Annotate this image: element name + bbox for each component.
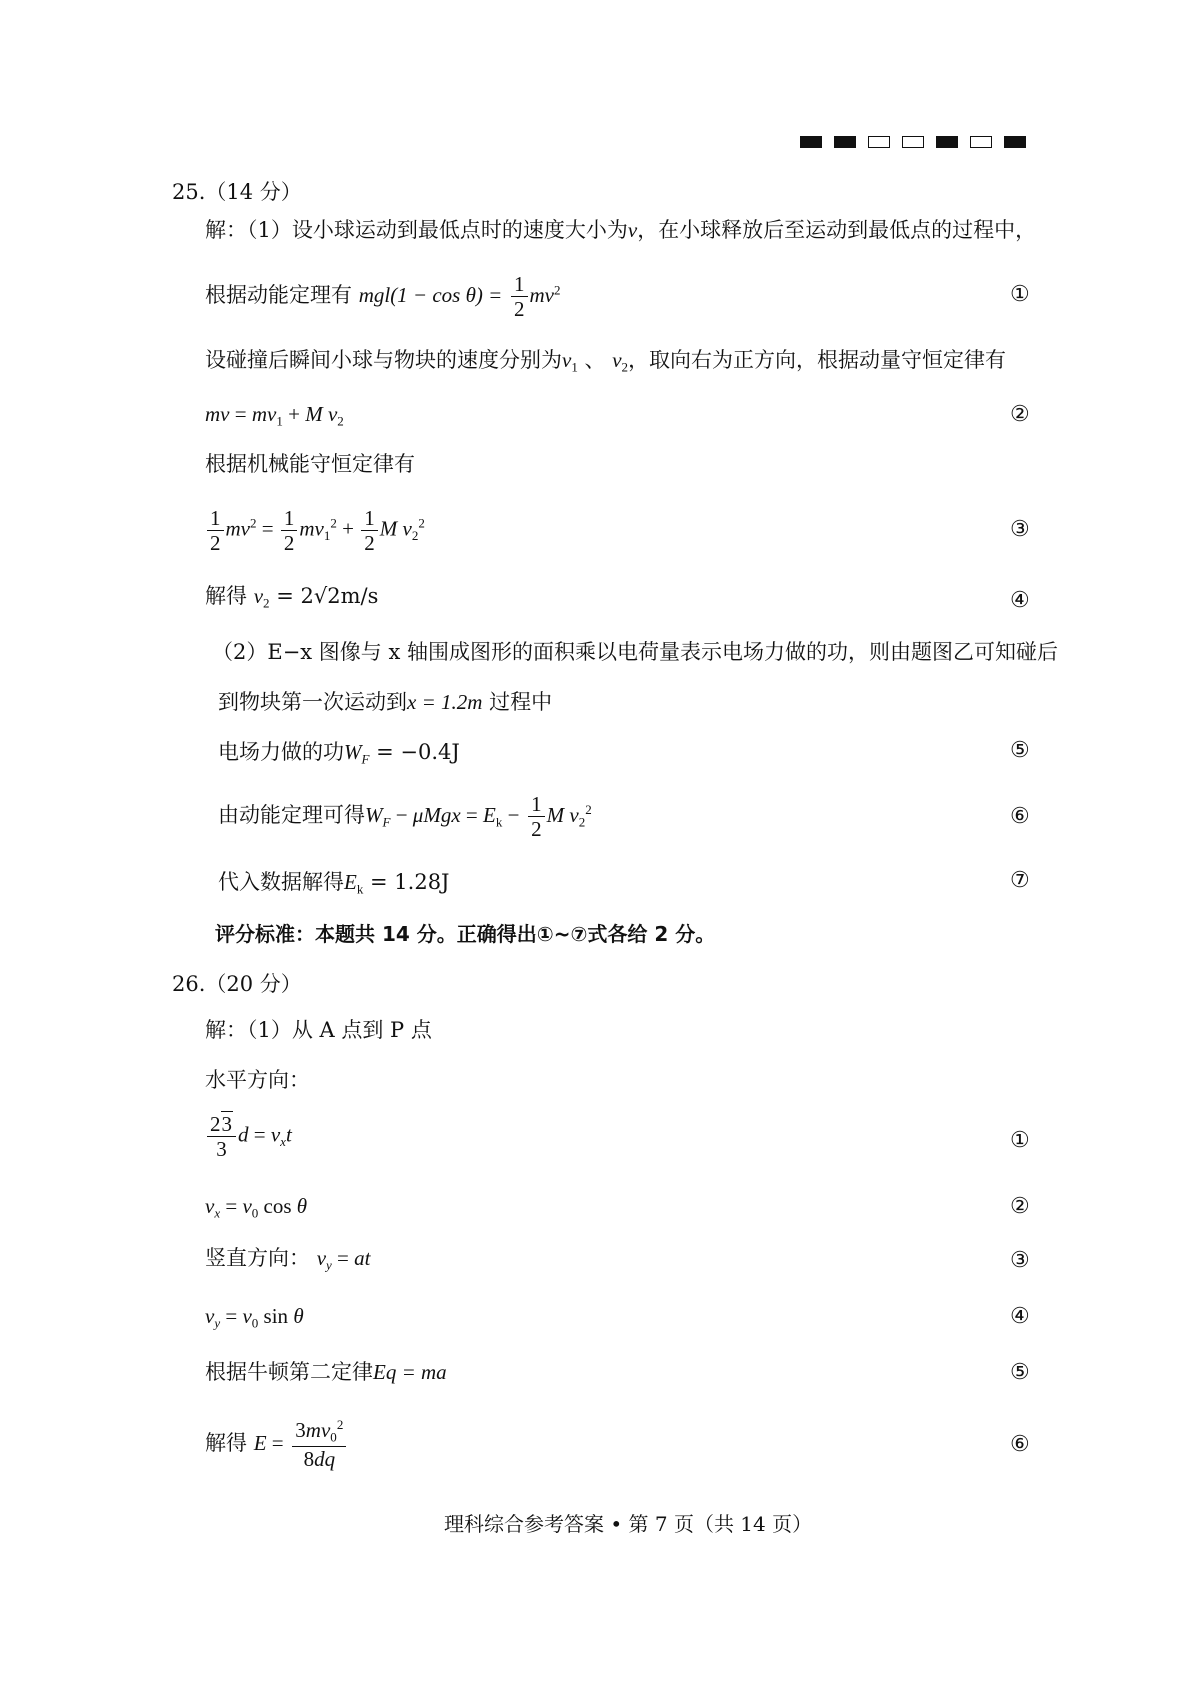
page-footer: 理科综合参考答案 • 第 7 页（共 14 页） bbox=[444, 1512, 813, 1536]
q25-eq1-lhs: mgl(1 − cos θ) = bbox=[358, 283, 503, 308]
eq-number-3: ③ bbox=[1010, 517, 1030, 542]
q26-eq-number-6: ⑥ bbox=[1010, 1432, 1030, 1457]
eq-number-4: ④ bbox=[1010, 588, 1030, 613]
q26-intro: 解：（1）从 A 点到 P 点 bbox=[205, 1018, 432, 1042]
q26-eq1: $\frac{23}{3}$ $d = v_xt$ bbox=[205, 1112, 292, 1161]
q25-intro-tail: ，在小球释放后至运动到最低点的过程中， bbox=[637, 218, 1037, 242]
q25-part2-line2: 到物块第一次运动到x = 1.2m 过程中 bbox=[218, 690, 553, 714]
q25-eq5: 电场力做的功$W_F = -0.4J$ bbox=[218, 740, 460, 767]
q26-eq6: 解得 E = $\frac{3mv_0^2}{8dq}$ bbox=[205, 1418, 348, 1471]
q26-eq5: 根据牛顿第二定律Eq = ma bbox=[205, 1360, 447, 1384]
q26-eq4: $v_y = v_0$ sin θ bbox=[205, 1304, 304, 1331]
q26-eq-number-5: ⑤ bbox=[1010, 1360, 1030, 1385]
q25-line2: 设碰撞后瞬间小球与物块的速度分别为$v_1$ 、 $v_2$，取向右为正方向，根据动量守恒定律有 bbox=[205, 348, 1007, 375]
q25-line2-tail: ，取向右为正方向，根据动量守恒定律有 bbox=[628, 348, 1007, 372]
registration-mark bbox=[1004, 136, 1026, 148]
registration-mark bbox=[936, 136, 958, 148]
eq-number-1: ① bbox=[1010, 282, 1030, 307]
registration-marks bbox=[800, 136, 1026, 148]
q25-scoring: 评分标准：本题共 14 分。正确得出①~⑦式各给 2 分。 bbox=[215, 922, 716, 946]
eq-number-7: ⑦ bbox=[1010, 868, 1030, 893]
registration-mark bbox=[800, 136, 822, 148]
q25-intro bbox=[205, 218, 1036, 243]
q26-eq-number-4: ④ bbox=[1010, 1304, 1030, 1329]
question-26-header: 26.（20 分） bbox=[172, 972, 302, 996]
registration-mark bbox=[970, 136, 992, 148]
q25-eq6: 由动能定理可得$W_F - \mu Mgx = E_k$ − $\frac{1}{2}$ M $v_2^2$ bbox=[218, 792, 592, 842]
q26-eq-number-2: ② bbox=[1010, 1194, 1030, 1219]
q26-horizontal: 水平方向： bbox=[205, 1068, 310, 1092]
eq-number-2: ② bbox=[1010, 402, 1030, 427]
q26-eq-number-3: ③ bbox=[1010, 1248, 1030, 1273]
q26-eq2: $v_x = v_0$ cos θ bbox=[205, 1194, 308, 1221]
q25-eq1-rhs: mv bbox=[529, 283, 555, 308]
q25-line4: 解得 $v_2 = 2√2m/s$ bbox=[205, 584, 379, 611]
q25-eq1-text: 根据动能定理有 bbox=[205, 283, 352, 308]
q25-intro-var: v bbox=[627, 218, 638, 242]
q25-eq3: $\frac{1}{2}$ $mv^2$ = $\frac{1}{2}$ $mv_1^2$ + $\frac{1}{2}$ M $v_2^2$ bbox=[205, 506, 425, 555]
q25-eq2: mv = $mv_1 + M$ $v_2$ bbox=[205, 402, 344, 429]
question-25-header: 25.（14 分） bbox=[172, 180, 302, 204]
q25-eq1: 根据动能定理有 mgl(1 − cos θ) = $\frac{1}{2}$ $mv^2$ bbox=[205, 272, 561, 322]
registration-mark bbox=[902, 136, 924, 148]
q26-eq3: 竖直方向： $v_y$ = at bbox=[205, 1246, 371, 1273]
q25-line2-text: 设碰撞后瞬间小球与物块的速度分别为 bbox=[205, 348, 562, 372]
registration-mark bbox=[868, 136, 890, 148]
q25-intro-text: 解：（1）设小球运动到最低点时的速度大小为 bbox=[205, 218, 628, 242]
eq-number-5: ⑤ bbox=[1010, 738, 1030, 763]
q25-eq7: 代入数据解得$E_k = 1.28J$ bbox=[218, 870, 450, 897]
eq-number-6: ⑥ bbox=[1010, 804, 1030, 829]
q25-part2-line1: （2）E−x 图像与 x 轴围成图形的面积乘以电荷量表示电场力做的功，则由题图乙可知碰后 bbox=[212, 640, 1058, 664]
q25-v2-value: = 2√2m/s bbox=[276, 584, 379, 608]
q26-eq-number-1: ① bbox=[1010, 1128, 1030, 1153]
q25-line3: 根据机械能守恒定律有 bbox=[205, 452, 415, 476]
registration-mark bbox=[834, 136, 856, 148]
